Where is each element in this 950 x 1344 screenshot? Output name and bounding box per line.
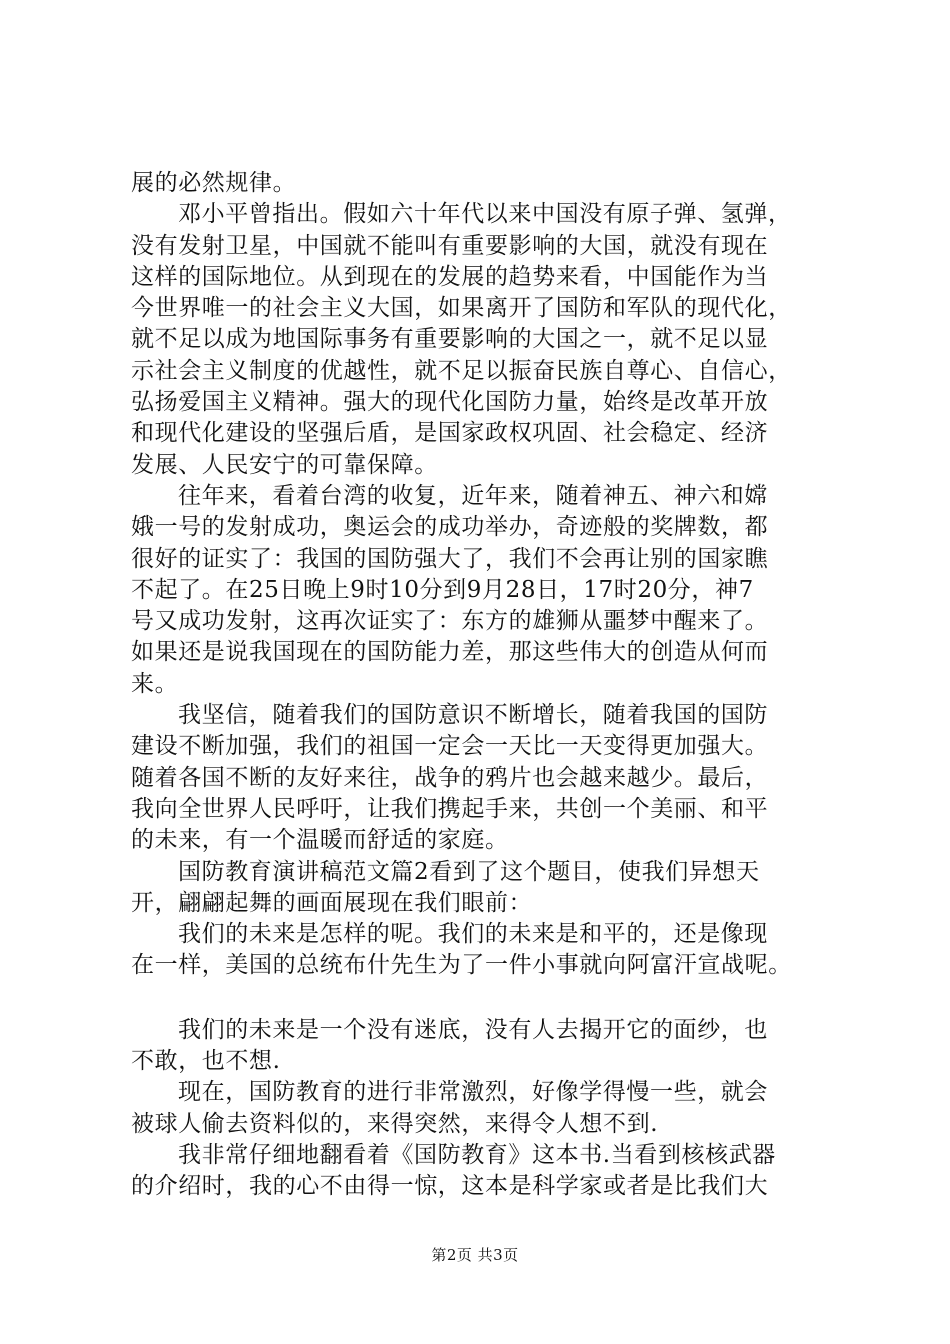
paragraph-gap bbox=[131, 982, 843, 1015]
text-line: 在一样，美国的总统布什先生为了一件小事就向阿富汗宣战呢。 bbox=[131, 952, 792, 979]
text-line: 和现代化建设的坚强后盾，是国家政权巩固、社会稳定、经济 bbox=[131, 420, 769, 447]
text-line: 来。 bbox=[131, 670, 179, 697]
text-line: 现在，国防教育的进行非常激烈，好像学得慢一些，就会 bbox=[178, 1079, 768, 1106]
text-line: 邓小平曾指出。假如六十年代以来中国没有原子弹、氢弹， bbox=[178, 201, 792, 228]
text-line: 国防教育演讲稿范文篇2看到了这个题目，使我们异想天 bbox=[178, 858, 760, 885]
text-line: 的未来，有一个温暖而舒适的家庭。 bbox=[131, 827, 509, 854]
text-line: 不起了。在25日晚上9时10分到9月28日，17时20分，神7 bbox=[131, 576, 754, 603]
text-line: 我们的未来是怎样的呢。我们的未来是和平的，还是像现 bbox=[178, 921, 768, 948]
text-line: 就不足以成为地国际事务有重要影响的大国之一，就不足以显 bbox=[131, 326, 769, 353]
text-line: 如果还是说我国现在的国防能力差，那这些伟大的创造从何而 bbox=[131, 639, 769, 666]
text-line: 没有发射卫星，中国就不能叫有重要影响的大国，就没有现在 bbox=[131, 232, 769, 259]
text-line: 号又成功发射，这再次证实了：东方的雄狮从噩梦中醒来了。 bbox=[131, 608, 769, 635]
text-line: 弘扬爱国主义精神。强大的现代化国防力量，始终是改革开放 bbox=[131, 389, 769, 416]
text-line: 建设不断加强，我们的祖国一定会一天比一天变得更加强大。 bbox=[131, 733, 769, 760]
text-line: 我非常仔细地翻看着《国防教育》这本书.当看到核核武器 bbox=[178, 1141, 776, 1168]
text-line: 我向全世界人民呼吁，让我们携起手来，共创一个美丽、和平 bbox=[131, 795, 769, 822]
text-line: 的介绍时，我的心不由得一惊，这本是科学家或者是比我们大 bbox=[131, 1173, 769, 1200]
text-line: 很好的证实了：我国的国防强大了，我们不会再让别的国家瞧 bbox=[131, 545, 769, 572]
text-line: 往年来，看着台湾的收复，近年来，随着神五、神六和嫦 bbox=[178, 482, 768, 509]
text-line: 展的必然规律。 bbox=[131, 170, 297, 196]
text-line: 我坚信，随着我们的国防意识不断增长，随着我国的国防 bbox=[178, 702, 768, 729]
text-line: 发展、人民安宁的可靠保障。 bbox=[131, 451, 438, 478]
text-line: 开，翩翩起舞的画面展现在我们眼前： bbox=[131, 889, 533, 916]
page-number-footer: 第2页 共3页 bbox=[431, 1246, 519, 1264]
document-body bbox=[131, 168, 843, 1203]
text-line: 这样的国际地位。从到现在的发展的趋势来看，中国能作为当 bbox=[131, 263, 769, 290]
text-line: 随着各国不断的友好来往，战争的鸦片也会越来越少。最后， bbox=[131, 764, 769, 791]
text-line: 我们的未来是一个没有迷底，没有人去揭开它的面纱，也 bbox=[178, 1016, 768, 1043]
text-line: 娥一号的发射成功，奥运会的成功举办，奇迹般的奖牌数，都 bbox=[131, 514, 769, 541]
text-line: 被球人偷去资料似的，来得突然，来得令人想不到. bbox=[131, 1110, 659, 1137]
text-line: 今世界唯一的社会主义大国，如果离开了国防和军队的现代化， bbox=[131, 295, 792, 322]
text-line: 示社会主义制度的优越性，就不足以振奋民族自尊心、自信心， bbox=[131, 357, 792, 384]
text-line: 不敢，也不想. bbox=[131, 1048, 281, 1075]
